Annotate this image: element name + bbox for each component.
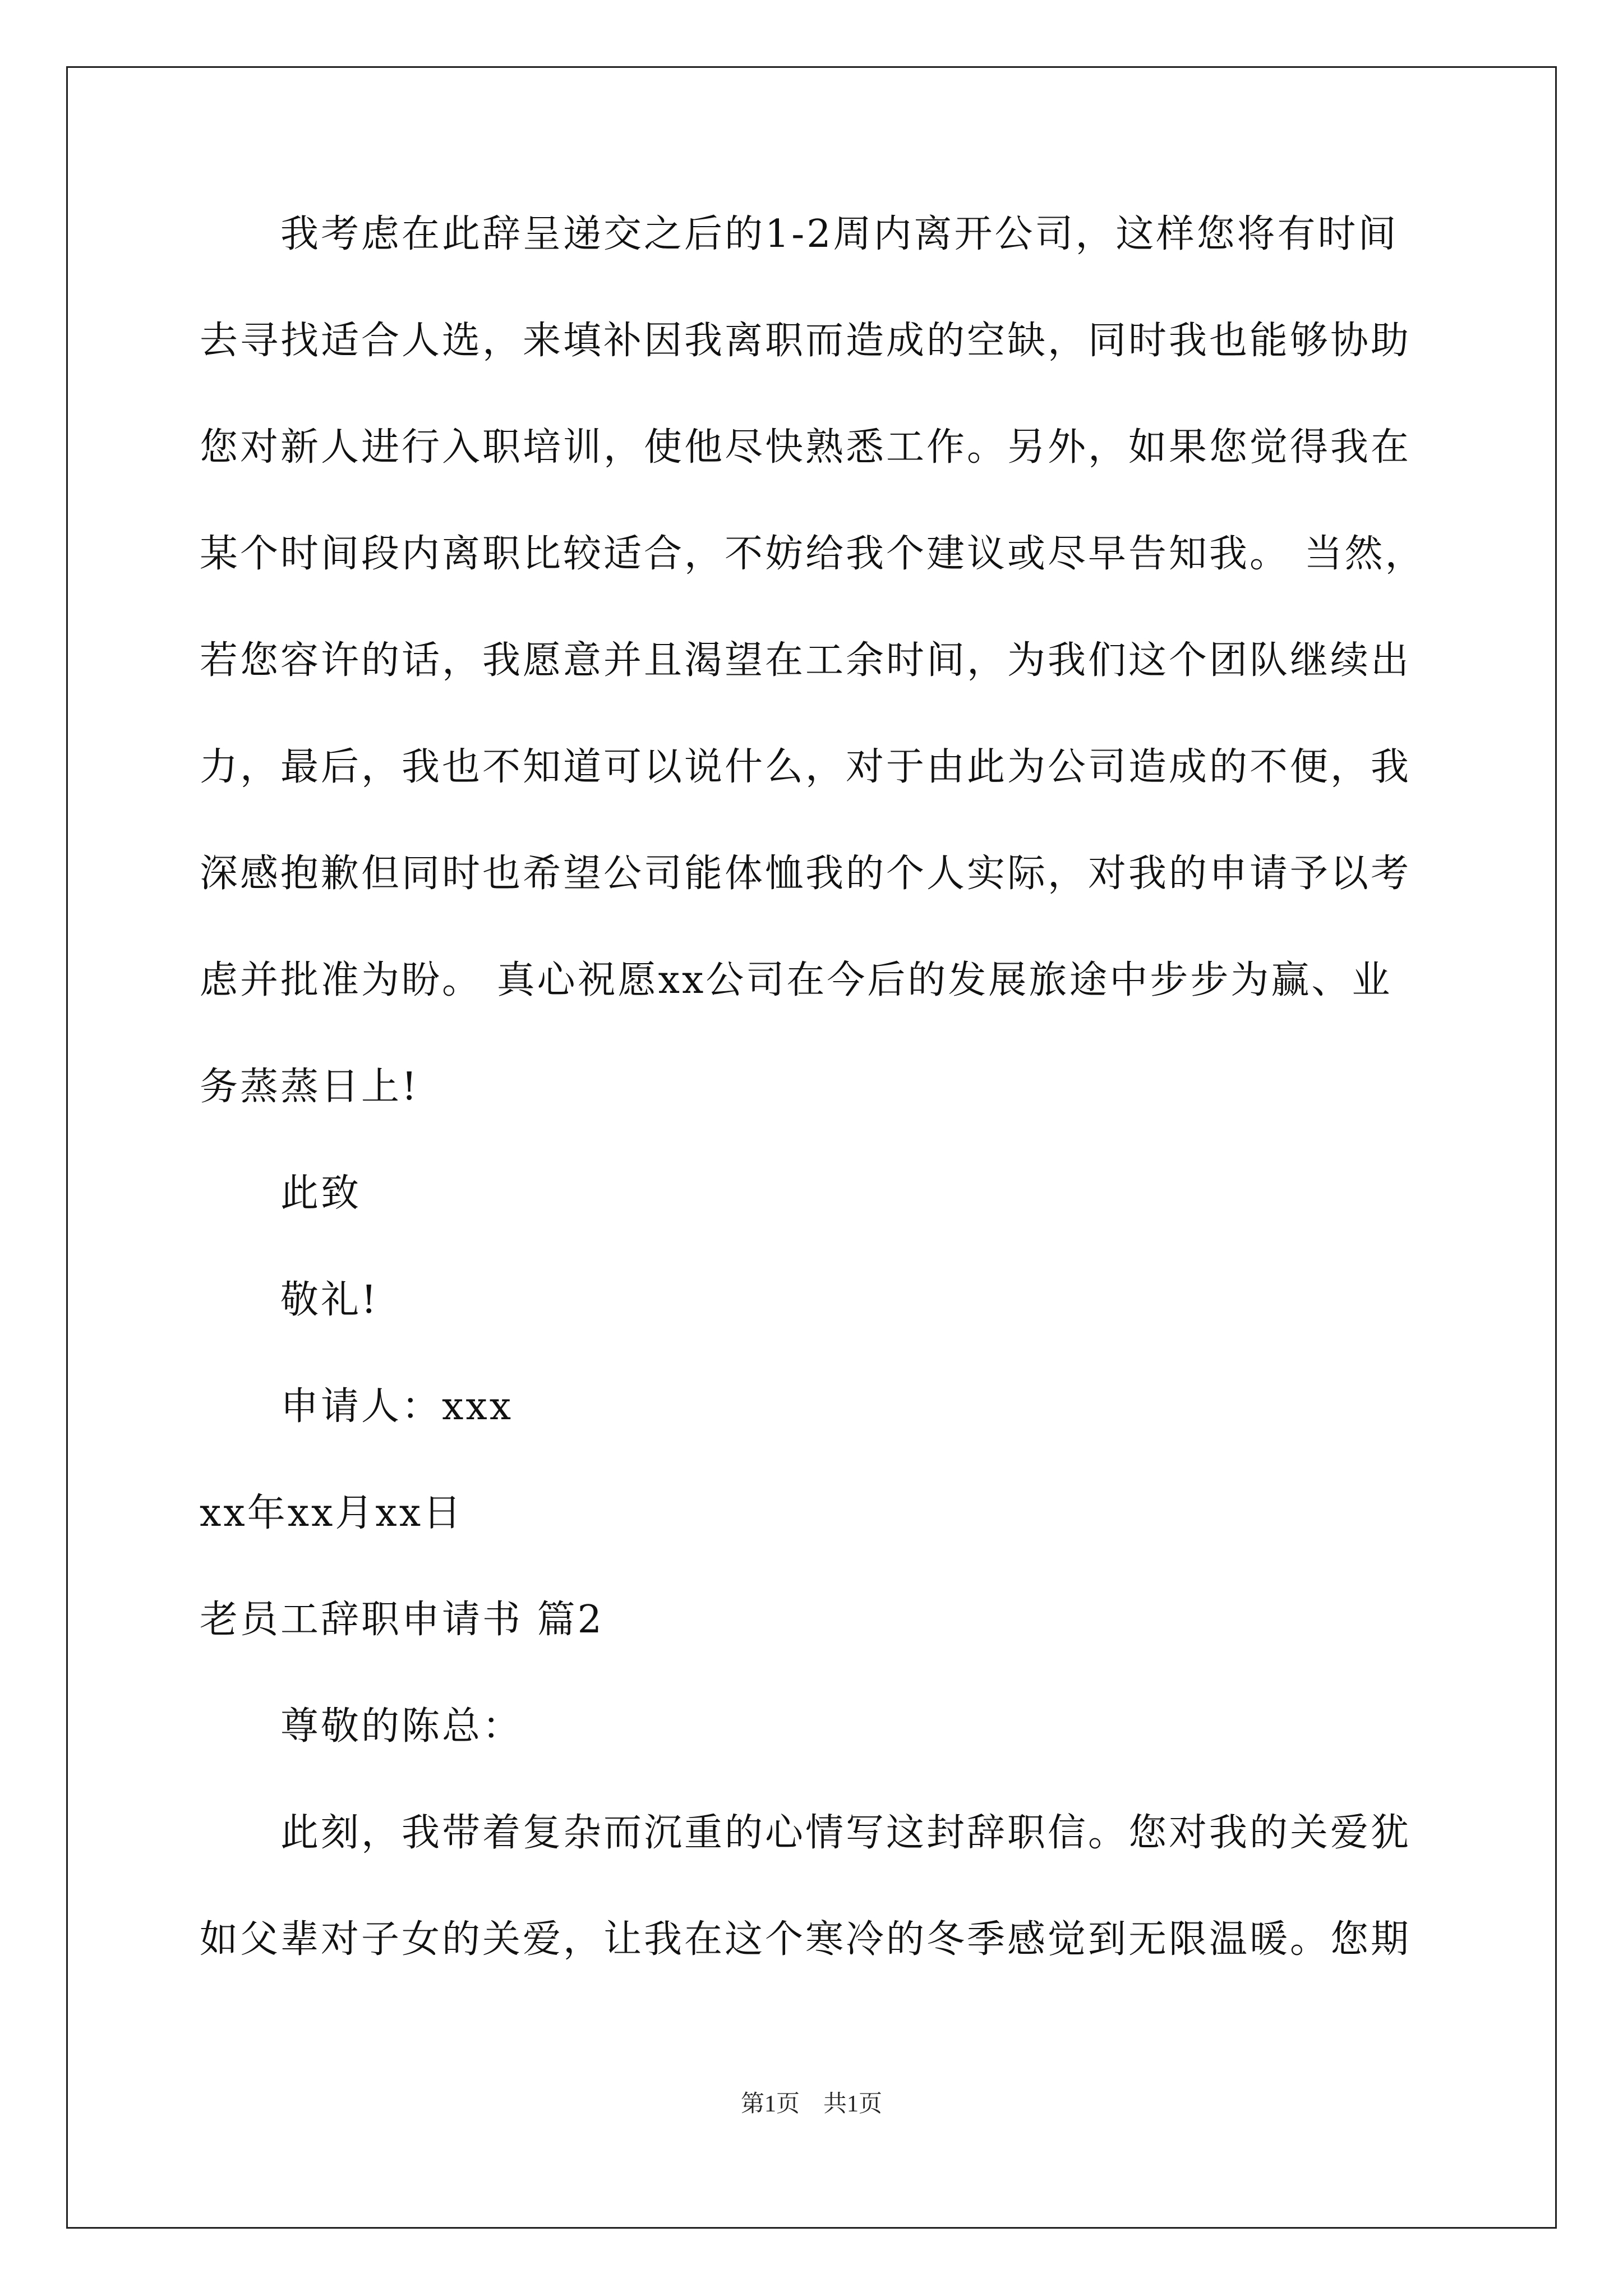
paragraph-line: 力，最后，我也不知道可以说什么，对于由此为公司造成的不便，我 bbox=[200, 745, 1412, 789]
paragraph-line: 您对新人进行入职培训，使他尽快熟悉工作。另外，如果您觉得我在 bbox=[200, 425, 1412, 470]
page-footer: 第1页 共1页 bbox=[740, 2091, 882, 2117]
paragraph-line: 虑并批准为盼。 真心祝愿xx公司在今后的发展旅途中步步为赢、业 bbox=[200, 958, 1393, 1002]
greeting-line: 尊敬的陈总： bbox=[280, 1704, 523, 1749]
paragraph-line: 务蒸蒸日上! bbox=[200, 1065, 419, 1109]
date-line: xx年xx月xx日 bbox=[200, 1491, 464, 1535]
paragraph-line: 如父辈对子女的关爱，让我在这个寒冷的冬季感觉到无限温暖。您期 bbox=[200, 1917, 1412, 1962]
salutation-line: 敬礼! bbox=[280, 1278, 379, 1322]
closing-line: 此致 bbox=[280, 1171, 362, 1216]
paragraph-line: 去寻找适合人选，来填补因我离职而造成的空缺，同时我也能够协助 bbox=[200, 319, 1412, 363]
paragraph-line: 若您容许的话，我愿意并且渴望在工余时间，为我们这个团队继续出 bbox=[200, 638, 1412, 683]
applicant-line: 申请人：xxx bbox=[280, 1384, 514, 1429]
section-heading: 老员工辞职申请书 篇2 bbox=[200, 1598, 604, 1642]
document-body bbox=[200, 212, 1428, 2024]
paragraph-line: 我考虑在此辞呈递交之后的1-2周内离开公司，这样您将有时间 bbox=[280, 212, 1399, 256]
paragraph-line: 某个时间段内离职比较适合，不妨给我个建议或尽早告知我。 当然， bbox=[200, 532, 1426, 576]
paragraph-line: 深感抱歉但同时也希望公司能体恤我的个人实际，对我的申请予以考 bbox=[200, 852, 1412, 896]
paragraph-line: 此刻，我带着复杂而沉重的心情写这封辞职信。您对我的关爱犹 bbox=[280, 1811, 1412, 1855]
